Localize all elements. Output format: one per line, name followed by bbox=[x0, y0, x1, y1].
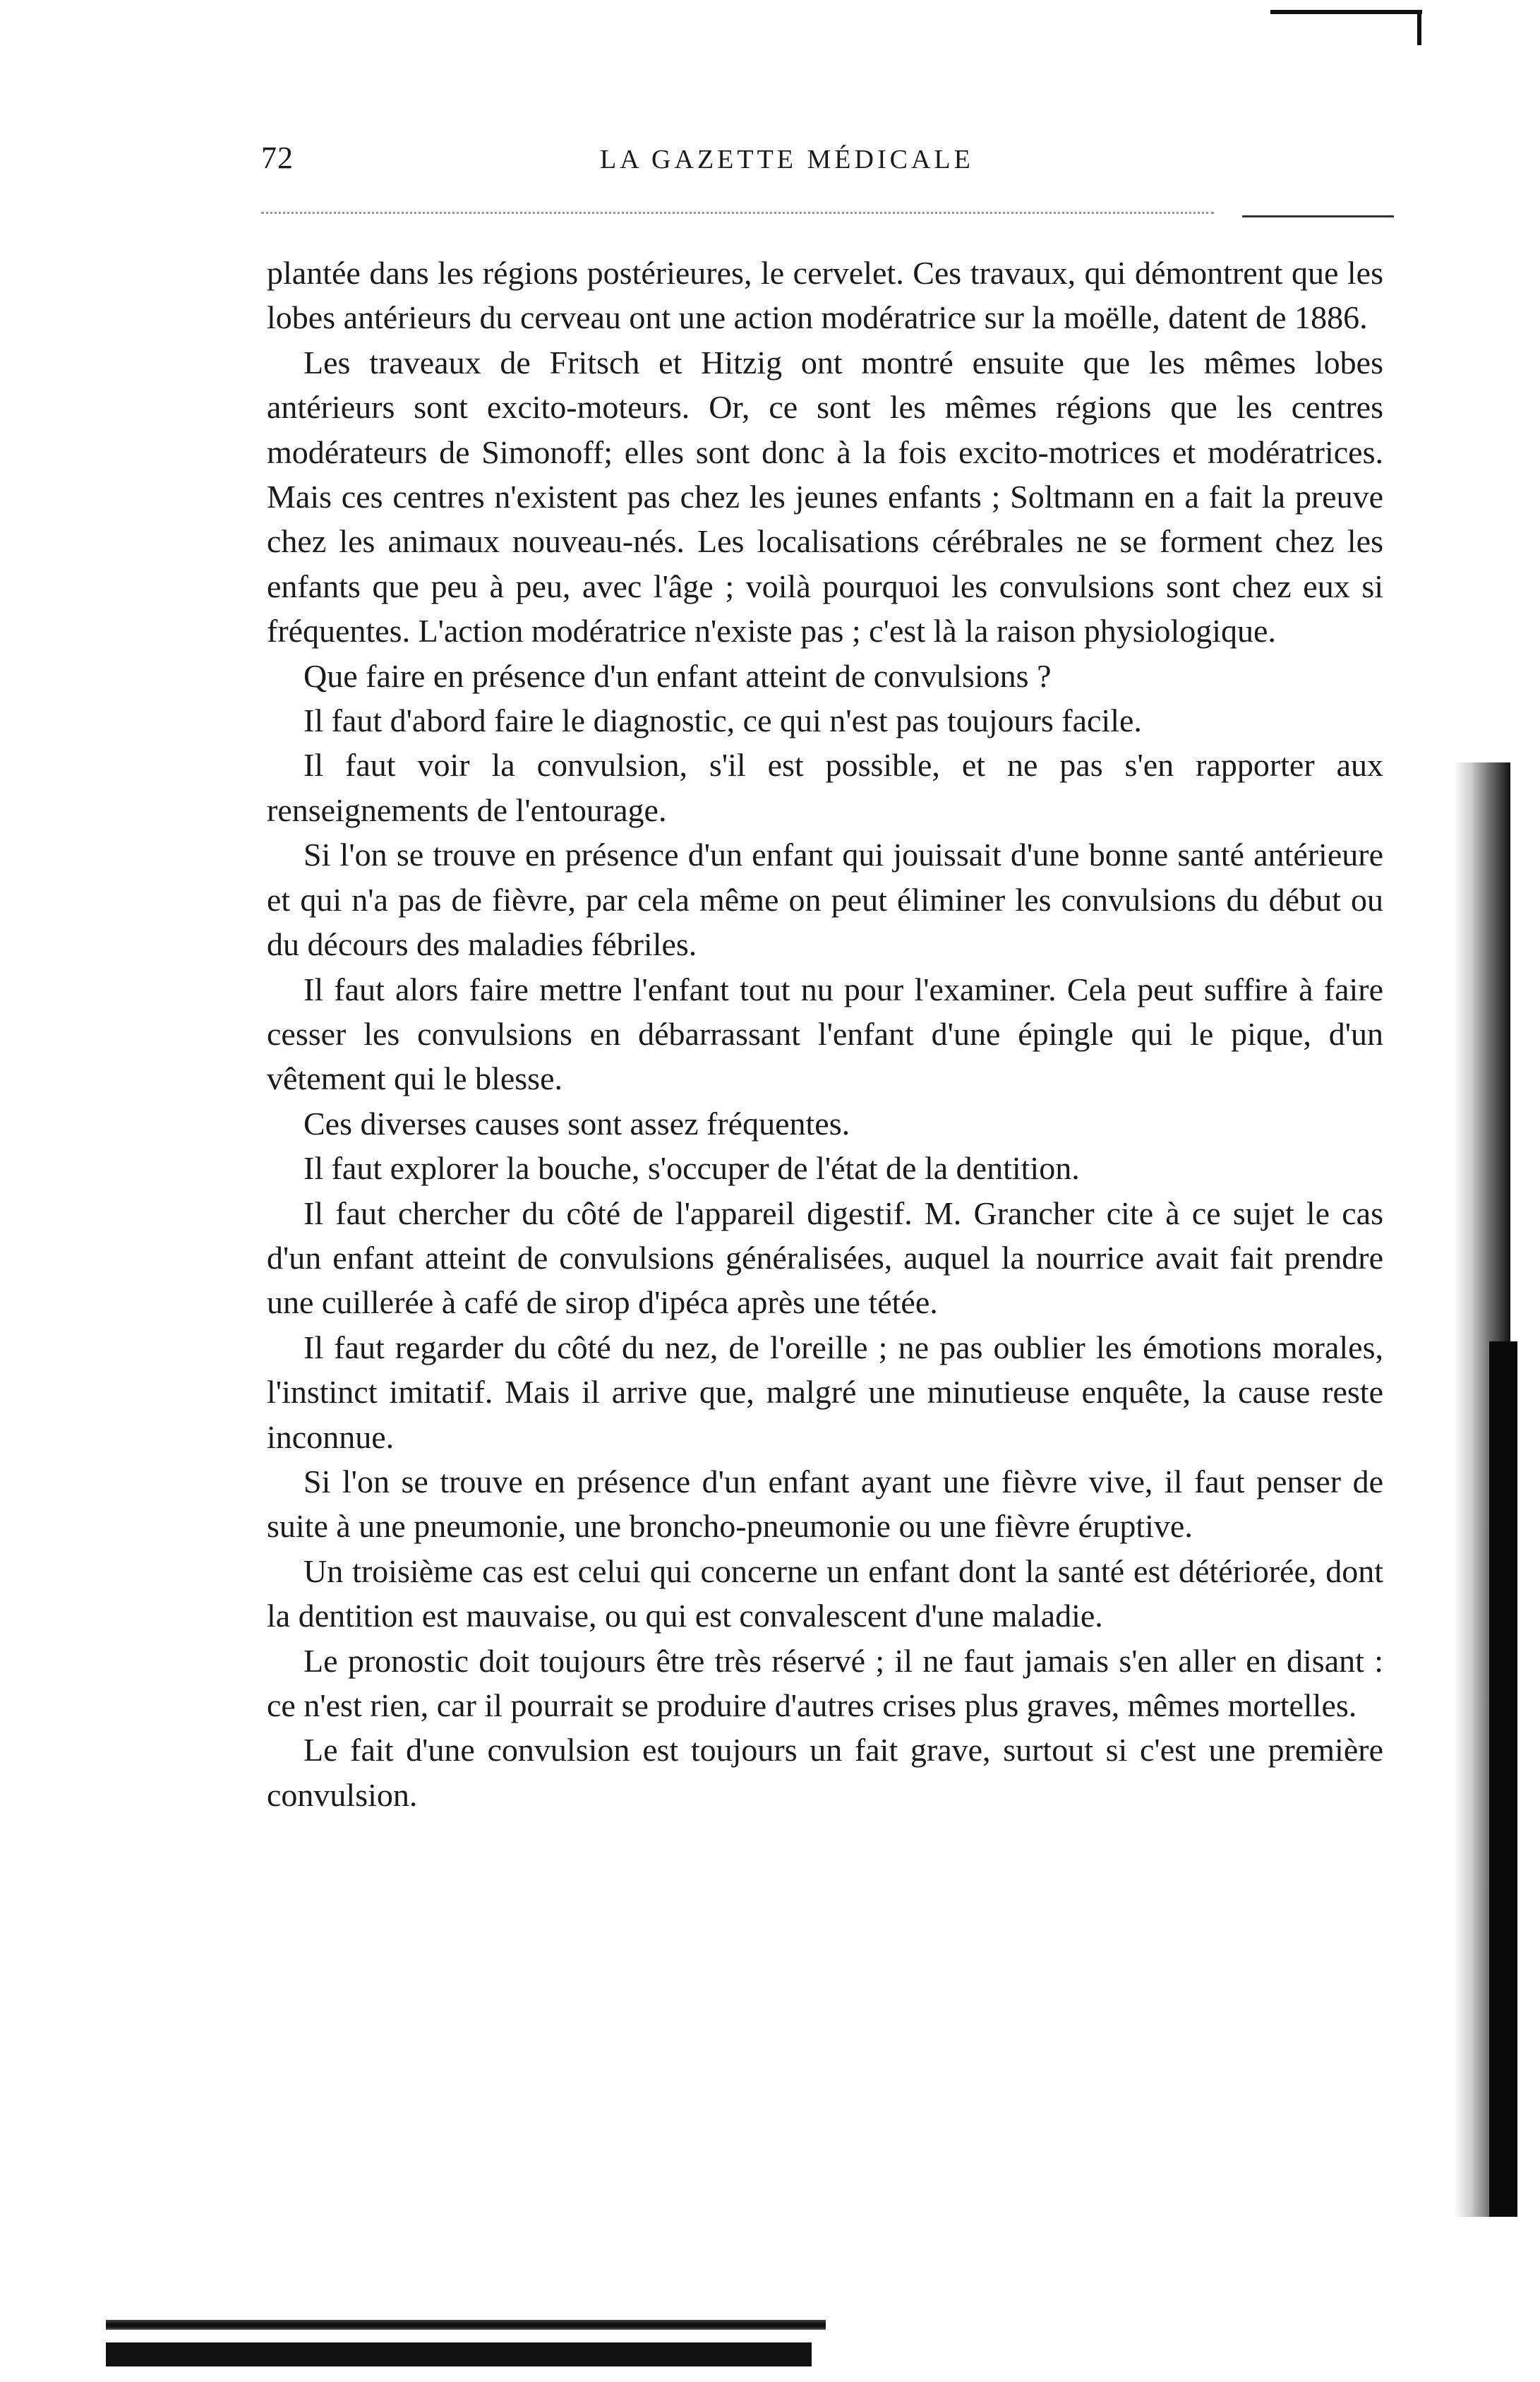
corner-rule-mark bbox=[1270, 10, 1422, 14]
scan-bottom-rule bbox=[106, 2320, 826, 2330]
paragraph: Le fait d'une convulsion est toujours un fait grave, surtout si c'est une première convulsion. bbox=[267, 1732, 1383, 1813]
corner-tick-mark bbox=[1417, 14, 1421, 45]
paragraph: Il faut regarder du côté du nez, de l'oreille ; ne pas oublier les émotions morales, l'instinct imitatif. Mais il arrive que, malgré une minutieuse enquête, la cause reste inconnue. bbox=[267, 1329, 1383, 1455]
paragraph: plantée dans les régions postérieures, le cervelet. Ces travaux, qui démontrent que les lobes antérieurs du cerveau ont une action modératrice sur la moëlle, datent de 1886. bbox=[267, 255, 1383, 336]
header-dotted-rule bbox=[261, 212, 1214, 214]
paragraph: Il faut d'abord faire le diagnostic, ce qui n'est pas toujours facile. bbox=[303, 702, 1142, 739]
scan-edge-dark bbox=[1489, 1341, 1517, 2217]
paragraph: Que faire en présence d'un enfant atteint de convulsions ? bbox=[303, 657, 1052, 694]
header-rule bbox=[1242, 215, 1394, 217]
page-number: 72 bbox=[261, 140, 294, 175]
scan-bottom-band bbox=[106, 2342, 812, 2366]
paragraph: Un troisième cas est celui qui concerne un enfant dont la santé est détériorée, dont la dentition est mauvaise, ou qui est convalescent d'une maladie. bbox=[267, 1552, 1383, 1634]
article-body bbox=[267, 251, 1383, 1817]
running-head bbox=[261, 140, 1390, 182]
running-title: LA GAZETTE MÉDICALE bbox=[600, 145, 974, 174]
paragraph: Les traveaux de Fritsch et Hitzig ont montré ensuite que les mêmes lobes antérieurs sont excito-moteurs. Or, ce sont les mêmes régions que les centres modérateurs de Simonoff; elles sont donc à la fois excito-motrices et modératrices. Mais ces centres n'existent pas chez les jeunes enfants ; Soltmann en a fait la preuve chez les animaux nouveau-nés. Les localisations cérébrales ne se forment chez les enfants que peu à peu, avec l'âge ; voilà pourquoi les convulsions sont chez eux si fréquentes. L'action modératrice n'existe pas ; c'est là la raison physiologique. bbox=[267, 344, 1383, 650]
paragraph: Le pronostic doit toujours être très réservé ; il ne faut jamais s'en aller en disant : ce n'est rien, car il pourrait se produire d'autres crises plus graves, mêmes mortelles. bbox=[267, 1642, 1383, 1723]
paragraph: Il faut alors faire mettre l'enfant tout nu pour l'examiner. Cela peut suffire à faire cesser les convulsions en débarrassant l'enfant d'une épingle qui le pique, d'un vêtement qui le blesse. bbox=[267, 971, 1383, 1097]
paragraph: Ces diverses causes sont assez fréquentes. bbox=[303, 1105, 850, 1142]
paragraph: Il faut chercher du côté de l'appareil digestif. M. Grancher cite à ce sujet le cas d'un enfant atteint de convulsions généralisées, auquel la nourrice avait fait prendre une cuillerée à café de sirop d'ipéca après une tétée. bbox=[267, 1195, 1383, 1321]
paragraph: Il faut voir la convulsion, s'il est possible, et ne pas s'en rapporter aux renseignements de l'entourage. bbox=[267, 747, 1383, 828]
paragraph: Si l'on se trouve en présence d'un enfant ayant une fièvre vive, il faut penser de suite à une pneumonie, une broncho-pneumonie ou une fièvre éruptive. bbox=[267, 1463, 1383, 1545]
paragraph: Si l'on se trouve en présence d'un enfant qui jouissait d'une bonne santé antérieure et qui n'a pas de fièvre, par cela même on peut éliminer les convulsions du début ou du décours des maladies fébriles. bbox=[267, 837, 1383, 963]
paragraph: Il faut explorer la bouche, s'occuper de l'état de la dentition. bbox=[303, 1150, 1080, 1187]
